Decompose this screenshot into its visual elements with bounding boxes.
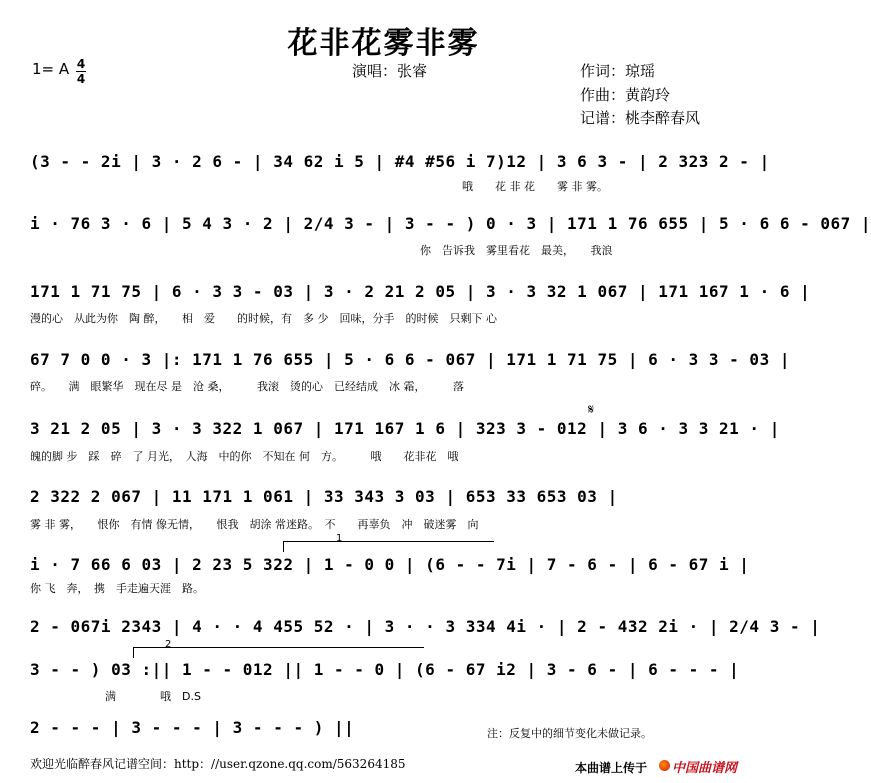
footnote: 注：反复中的细节变化未做记录。 <box>487 727 652 740</box>
notation-row: 3 - - ) 03 :|| 1 - - 012 || 1 - - 0 | (6 - 67 i2 | 3 - 6 - | 6 - - - | <box>30 660 740 679</box>
time-signature-bottom: 4 <box>76 72 86 86</box>
lyric-row: 你 飞 奔， 携 手走遍天涯 路。 <box>30 582 204 595</box>
volta-first-label: 1 <box>336 533 343 544</box>
key-signature: 1= A <box>32 60 70 78</box>
lyric-row: 雾 非 雾， 恨你 有情 像无情， 恨我 胡涂 常迷路。 不 再辜负 冲 破迷雾 向 <box>30 518 479 531</box>
brand-logo-icon <box>659 760 670 771</box>
notation-row: 3 21 2 05 | 3 · 3 322 1 067 | 171 167 1 6 | 323 3 - 012 | 3 6 · 3 3 21 · | <box>30 419 780 438</box>
notation-row: 2 - 067i 2343 | 4 · · 4 455 52 · | 3 · · 3 334 4i · | 2 - 432 2i · | 2/4 3 - | <box>30 617 821 636</box>
time-signature-top: 4 <box>76 57 86 71</box>
singer-credit: 演唱：张睿 <box>352 62 428 80</box>
segno-sign: 𝄋 <box>588 402 595 418</box>
notation-row: 67 7 0 0 · 3 |: 171 1 76 655 | 5 · 6 6 - 067 | 171 1 71 75 | 6 · 3 3 - 03 | <box>30 350 790 369</box>
notation-row: i · 76 3 · 6 | 5 4 3 · 2 | 2/4 3 - | 3 - - ) 0 · 3 | 171 1 76 655 | 5 · 6 6 - 067 | <box>30 214 871 233</box>
volta-first-bracket <box>283 541 494 552</box>
volta-second-bracket <box>133 647 424 658</box>
notation-row: 2 322 2 067 | 11 171 1 061 | 33 343 3 03 | 653 33 653 03 | <box>30 487 618 506</box>
lyric-row: 你 告诉我 雾里看花 最美， 我浪 <box>420 244 613 257</box>
footer-link-text: 欢迎光临醉春风记谱空间：http：//user.qzone.qq.com/563264185 <box>30 757 406 771</box>
time-signature <box>76 58 86 85</box>
lyric-row: 魄的脚 步 踩 碎 了 月光， 人海 中的你 不知在 何 方。 哦 花非花 哦 <box>30 450 459 463</box>
notation-row: 2 - - - | 3 - - - | 3 - - - ) || <box>30 718 355 737</box>
volta-second-label: 2 <box>165 639 172 650</box>
composer-credit: 作曲：黄韵玲 <box>580 86 671 104</box>
notation-row: i · 7 66 6 03 | 2 23 5 322 | 1 - 0 0 | (6 - - 7i | 7 - 6 - | 6 - 67 i | <box>30 555 750 574</box>
transcriber-credit: 记谱：桃李醉春风 <box>580 109 701 127</box>
lyric-row: 满 哦 D.S <box>105 690 201 703</box>
lyric-row: 碎。 满 眼繁华 现在尽 是 沧 桑， 我滚 烫的心 已经结成 冰 霜， 落 <box>30 380 464 393</box>
notation-row: (3 - - 2i | 3 · 2 6 - | 34 62 i 5 | #4 #56 i 7)12 | 3 6 3 - | 2 323 2 - | <box>30 152 770 171</box>
lyric-row: 漫的心 从此为你 陶 醉， 相 爱 的时候，有 多 少 回味，分手 的时候 只剩下 心 <box>30 312 497 325</box>
lyric-row: 哦 花 非 花 雾 非 雾。 <box>462 180 608 193</box>
song-title: 花非花雾非雾 <box>287 26 480 61</box>
notation-row: 171 1 71 75 | 6 · 3 3 - 03 | 3 · 2 21 2 05 | 3 · 3 32 1 067 | 171 167 1 · 6 | <box>30 282 811 301</box>
lyricist-credit: 作词：琼瑶 <box>580 62 656 80</box>
brand-name[interactable]: 中国曲谱网 <box>672 761 738 776</box>
upload-label: 本曲谱上传于 <box>575 761 648 775</box>
